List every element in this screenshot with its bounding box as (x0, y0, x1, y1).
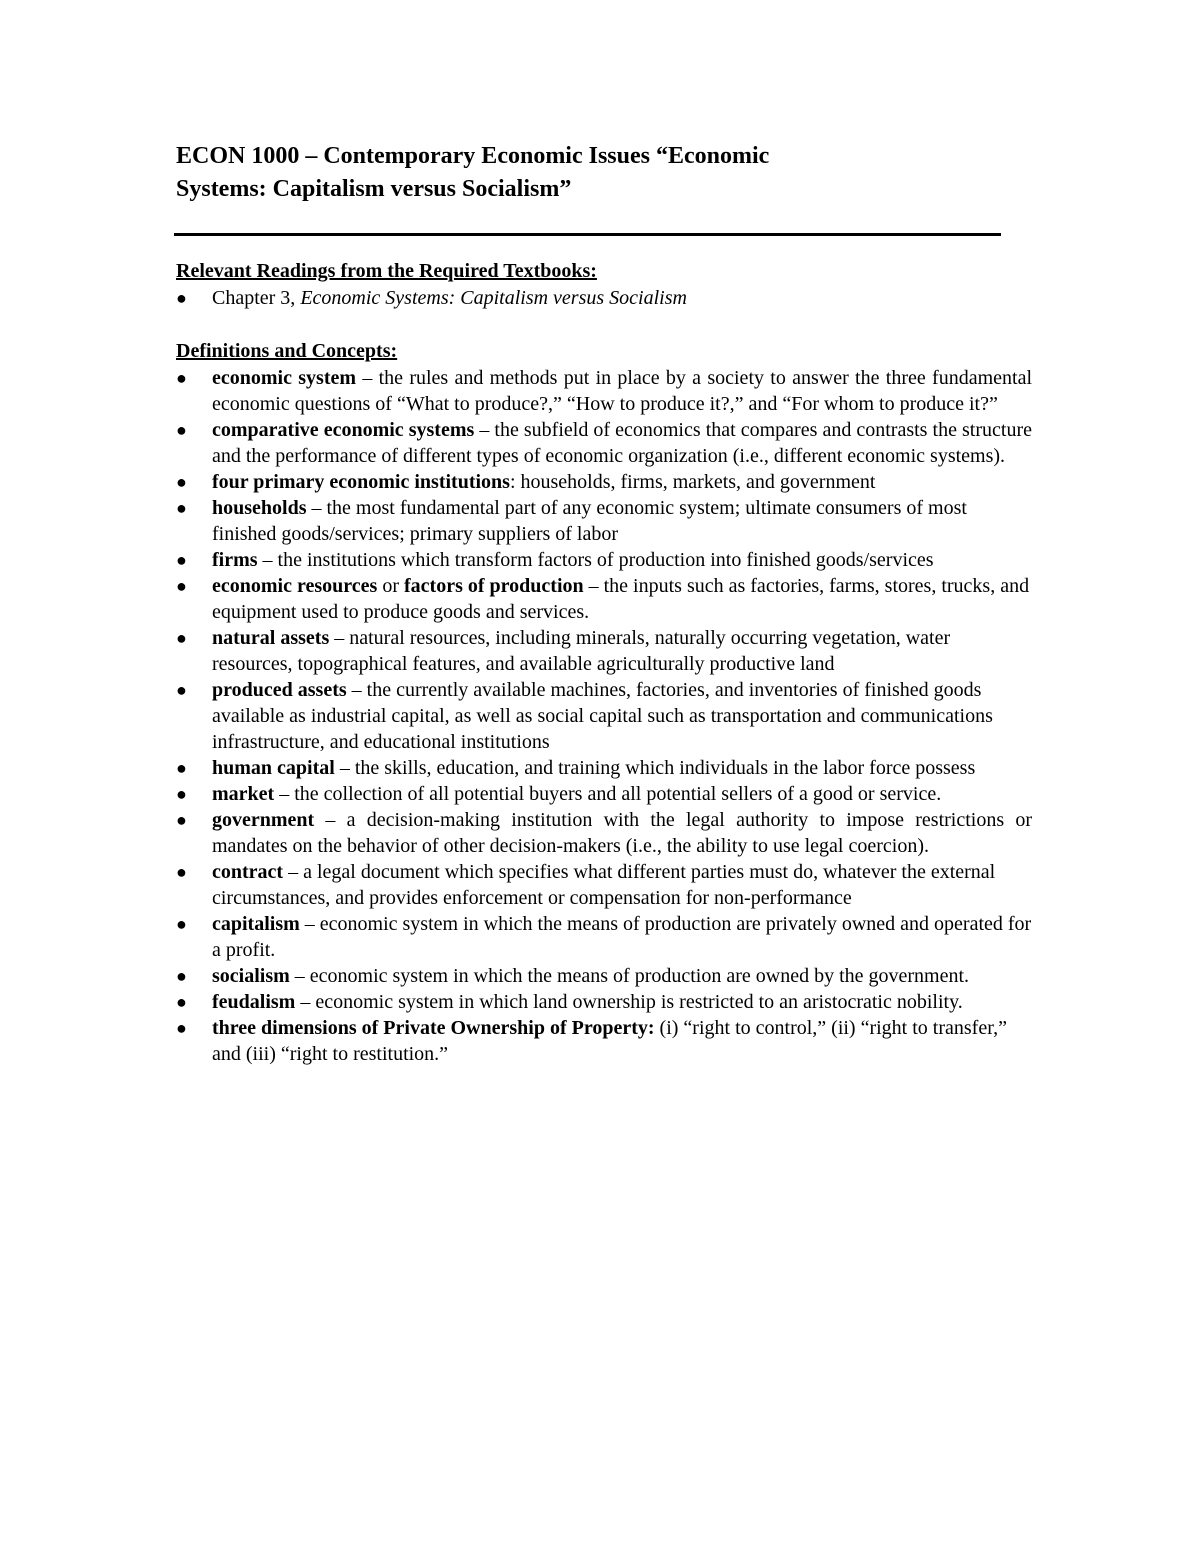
definition-term: contract (212, 861, 284, 883)
definition-text: : households, firms, markets, and government (509, 471, 876, 493)
list-item (174, 807, 1032, 859)
bullet-icon: ● (176, 368, 187, 388)
definition-term-2: factors of production (404, 575, 584, 597)
definition-text: – a legal document which specifies what different parties must do, whatever the external circumstances, and provides enforcement or compensation for non-performance (212, 861, 996, 909)
definition-text: (i) “right to control,” (ii) “right to transfer,” and (iii) “right to restitution.” (212, 1017, 1007, 1065)
bullet-icon: ● (176, 914, 187, 934)
definition-text: – economic system in which land ownership is restricted to an aristocratic nobility. (295, 991, 963, 1013)
definition-text: – the collection of all potential buyers and all potential sellers of a good or service. (274, 783, 942, 805)
definition-term: natural assets (212, 627, 330, 649)
list-item (174, 469, 1032, 495)
bullet-icon: ● (176, 472, 187, 492)
definition-term: government (212, 809, 315, 831)
bullet-icon: ● (176, 758, 187, 778)
list-item (174, 781, 1032, 807)
list-item (174, 677, 1032, 755)
list-item (174, 911, 1032, 963)
definition-text: – the skills, education, and training which individuals in the labor force possess (334, 757, 976, 779)
definition-term: comparative economic systems (212, 419, 475, 441)
definition-text: – the rules and methods put in place by a society to answer the three fundamental economic questions of “What to produce?,” “How to produce it?,” and “For whom to produce it?” (212, 367, 1033, 415)
definition-term: human capital (212, 757, 335, 779)
definition-term: three dimensions of Private Ownership of Property: (212, 1017, 655, 1039)
definition-text: – the inputs such as factories, farms, stores, trucks, and equipment used to produce goods and services. (212, 575, 1030, 623)
list-item (174, 989, 1032, 1015)
definition-term: firms (212, 549, 258, 571)
definition-term: feudalism (212, 991, 296, 1013)
definitions-list (174, 365, 1032, 1067)
definition-text: – the most fundamental part of any economic system; ultimate consumers of most finished goods/services; primary suppliers of labor (212, 497, 967, 545)
list-item (174, 755, 1032, 781)
list-item (174, 547, 1032, 573)
bullet-icon: ● (176, 1018, 187, 1038)
definition-text: – a decision-making institution with the legal authority to impose restrictions or mandates on the behavior of other decision-makers (i.e., the ability to use legal coercion). (212, 809, 1032, 857)
definition-text: – the institutions which transform factors of production into finished goods/services (257, 549, 934, 571)
definition-term: households (212, 497, 307, 519)
title-line-1: ECON 1000 – Contemporary Economic Issues “Economic (176, 143, 770, 169)
definition-text: – economic system in which the means of production are owned by the government. (289, 965, 970, 987)
bullet-icon: ● (176, 550, 187, 570)
document-title (176, 140, 936, 206)
definition-connector: or (377, 575, 404, 597)
definition-text: – economic system in which the means of production are privately owned and operated for a profit. (212, 913, 1032, 961)
bullet-icon: ● (176, 576, 187, 596)
definition-term: four primary economic institutions (212, 471, 510, 493)
list-item (174, 963, 1032, 989)
definition-term: economic resources (212, 575, 378, 597)
definition-term: produced assets (212, 679, 347, 701)
list-item (174, 285, 1032, 311)
bullet-icon: ● (176, 420, 187, 440)
bullet-icon: ● (176, 498, 187, 518)
horizontal-rule (174, 233, 1001, 236)
bullet-icon: ● (176, 628, 187, 648)
definition-text: – the currently available machines, factories, and inventories of finished goods available as industrial capital, as well as social capital such as transportation and communications infrastructure, and educational institutions (212, 679, 993, 753)
list-item (174, 417, 1032, 469)
bullet-icon: ● (176, 862, 187, 882)
bullet-icon: ● (176, 680, 187, 700)
list-item (174, 859, 1032, 911)
reading-title: Economic Systems: Capitalism versus Socialism (300, 287, 687, 309)
list-item (174, 573, 1032, 625)
definition-text: – the subfield of economics that compares and contrasts the structure and the performance of different types of economic organization (i.e., different economic systems). (212, 419, 1032, 467)
definition-term: economic system (212, 367, 357, 389)
concepts-heading: Definitions and Concepts: (176, 340, 398, 362)
definition-term: market (212, 783, 275, 805)
list-item (174, 365, 1032, 417)
bullet-icon: ● (176, 810, 187, 830)
bullet-icon: ● (176, 992, 187, 1012)
list-item (174, 495, 1032, 547)
definition-text: – natural resources, including minerals, naturally occurring vegetation, water resources, topographical features, and available agriculturally productive land (212, 627, 951, 675)
bullet-icon: ● (176, 966, 187, 986)
definition-term: socialism (212, 965, 290, 987)
list-item (174, 625, 1032, 677)
title-line-2: Systems: Capitalism versus Socialism” (176, 176, 572, 202)
reading-prefix: Chapter 3, (212, 287, 301, 309)
bullet-icon: ● (176, 784, 187, 804)
list-item (174, 1015, 1032, 1067)
readings-heading: Relevant Readings from the Required Textbooks: (176, 260, 597, 282)
bullet-icon: ● (176, 288, 187, 308)
readings-list (174, 285, 1032, 311)
definition-term: capitalism (212, 913, 300, 935)
